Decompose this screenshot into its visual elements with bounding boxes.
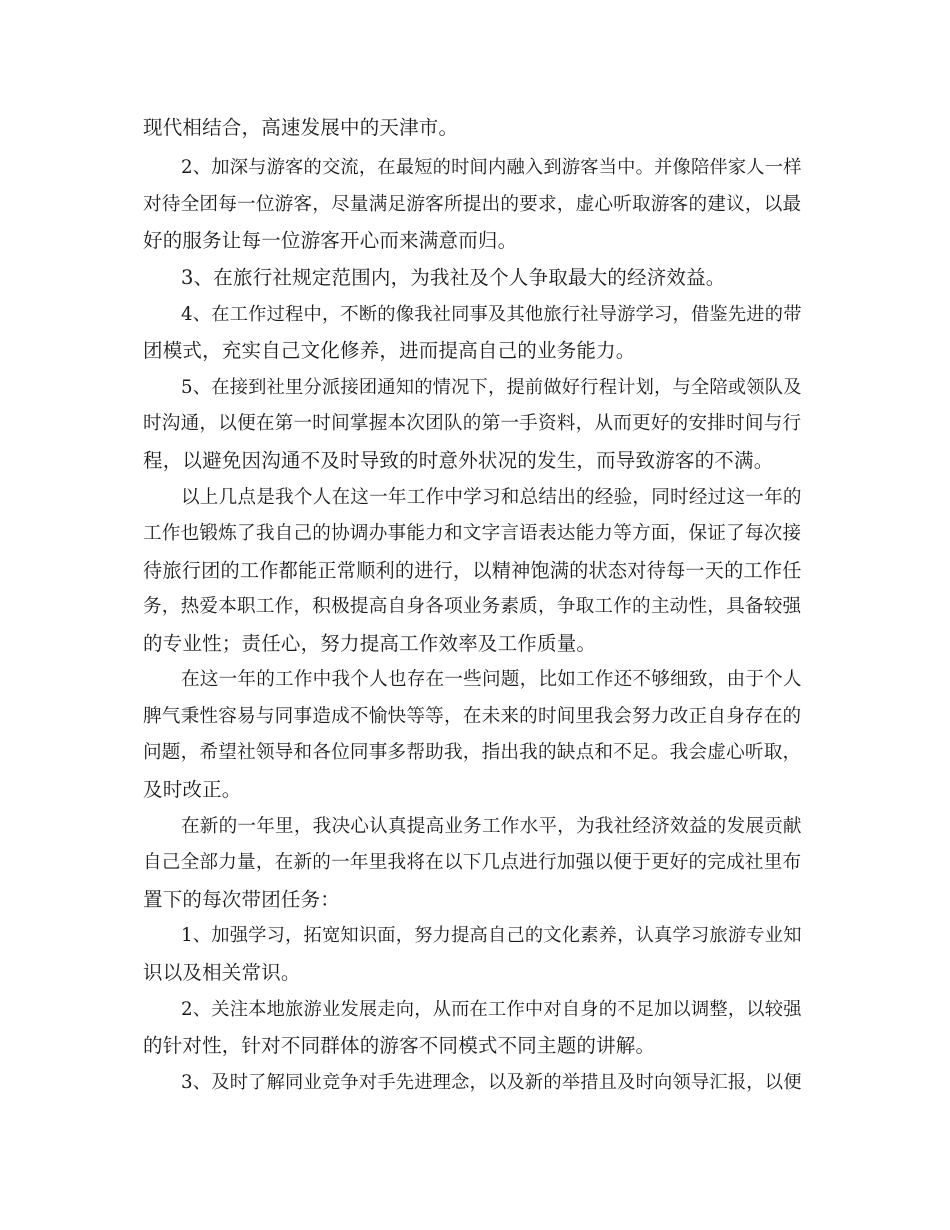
text-line: 1、加强学习，拓宽知识面，努力提高自己的文化素养，认真学习旅游专业知 — [181, 925, 802, 946]
text-line: 对待全团每一位游客，尽量满足游客所提出的要求，虚心听取游客的建议，以最 — [143, 194, 802, 215]
text-line: 及时改正。 — [143, 778, 242, 801]
text-line: 时沟通，以便在第一时间掌握本次团队的第一手资料，从而更好的安排时间与行 — [143, 413, 802, 434]
text-line: 在这一年的工作中我个人也存在一些问题，比如工作还不够细致，由于个人 — [181, 669, 802, 690]
text-line: 2、加深与游客的交流，在最短的时间内融入到游客当中。并像陪伴家人一样 — [181, 157, 802, 178]
text-line: 团模式，充实自己文化修养，进而提高自己的业务能力。 — [143, 339, 636, 362]
text-line: 工作也锻炼了我自己的协调办事能力和文字言语表达能力等方面，保证了每次接 — [143, 523, 802, 544]
text-line: 识以及相关常识。 — [143, 961, 301, 984]
text-line: 在新的一年里，我决心认真提高业务工作水平，为我社经济效益的发展贡献 — [181, 816, 802, 837]
text-line: 3、在旅行社规定范围内，为我社及个人争取最大的经济效益。 — [181, 266, 726, 289]
text-line: 程，以避免因沟通不及时导致的时意外状况的发生，而导致游客的不满。 — [143, 449, 774, 472]
text-line: 3、及时了解同业竞争对手先进理念，以及新的举措且及时向领导汇报，以便 — [181, 1072, 802, 1093]
text-line: 问题，希望社领导和各位同事多帮助我，指出我的缺点和不足。我会虚心听取， — [143, 742, 802, 763]
text-line: 5、在接到社里分派接团通知的情况下，提前做好行程计划，与全陪或领队及 — [181, 377, 802, 398]
text-line: 现代相结合，高速发展中的天津市。 — [143, 116, 459, 139]
text-line: 4、在工作过程中，不断的像我社同事及其他旅行社导游学习，借鉴先进的带 — [181, 304, 802, 325]
text-line: 务，热爱本职工作，积极提高自身各项业务素质，争取工作的主动性，具备较强 — [143, 596, 802, 617]
text-line: 自己全部力量，在新的一年里我将在以下几点进行加强以便于更好的完成社里布 — [143, 852, 802, 873]
text-line: 的针对性，针对不同群体的游客不同模式不同主题的讲解。 — [143, 1034, 656, 1057]
text-line: 置下的每次带团任务： — [143, 888, 341, 911]
text-line: 的专业性；责任心，努力提高工作效率及工作质量。 — [143, 632, 597, 655]
text-line: 2、关注本地旅游业发展走向，从而在工作中对自身的不足加以调整，以较强 — [181, 999, 802, 1020]
text-line: 好的服务让每一位游客开心而来满意而归。 — [143, 229, 518, 252]
text-line: 脾气秉性容易与同事造成不愉快等等，在未来的时间里我会努力改正自身存在的 — [143, 706, 802, 727]
text-line: 以上几点是我个人在这一年工作中学习和总结出的经验，同时经过这一年的 — [181, 487, 802, 508]
text-line: 待旅行团的工作都能正常顺利的进行，以精神饱满的状态对待每一天的工作任 — [143, 559, 802, 582]
